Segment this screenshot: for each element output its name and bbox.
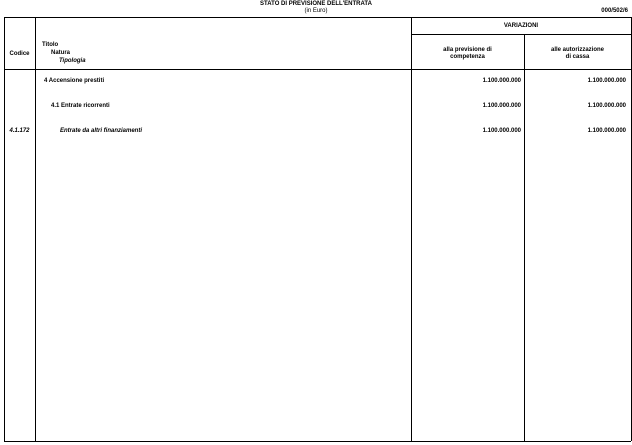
row-code: 4.1.172	[9, 128, 30, 134]
row-competenza: 1.100.000.000	[482, 128, 521, 134]
row-label: 4 Accensione prestiti	[44, 78, 105, 84]
column-header-cassa-line2: di cassa	[565, 54, 590, 60]
column-header-codice: Codice	[9, 51, 30, 57]
column-header-competenza-line1: alla previsione di	[443, 47, 492, 53]
row-competenza: 1.100.000.000	[482, 78, 521, 84]
document-code: 000/502/6	[601, 8, 628, 14]
row-competenza: 1.100.000.000	[482, 103, 521, 109]
column-header-competenza-line2: competenza	[450, 54, 485, 60]
row-label: Entrate da altri finanziamenti	[60, 128, 143, 134]
row-cassa: 1.100.000.000	[587, 103, 626, 109]
page-subtitle: (in Euro)	[304, 8, 328, 14]
row-cassa: 1.100.000.000	[587, 78, 626, 84]
column-header-tipologia: Tipologia	[59, 58, 86, 64]
column-header-natura: Natura	[51, 50, 71, 56]
column-header-cassa-line1: alle autorizzazione	[550, 47, 604, 53]
column-header-variazioni: VARIAZIONI	[503, 23, 539, 29]
page-title: STATO DI PREVISIONE DELL'ENTRATA	[260, 1, 372, 7]
column-header-titolo: Titolo	[42, 42, 59, 48]
row-label: 4.1 Entrate ricorrenti	[51, 103, 110, 109]
row-cassa: 1.100.000.000	[587, 128, 626, 134]
